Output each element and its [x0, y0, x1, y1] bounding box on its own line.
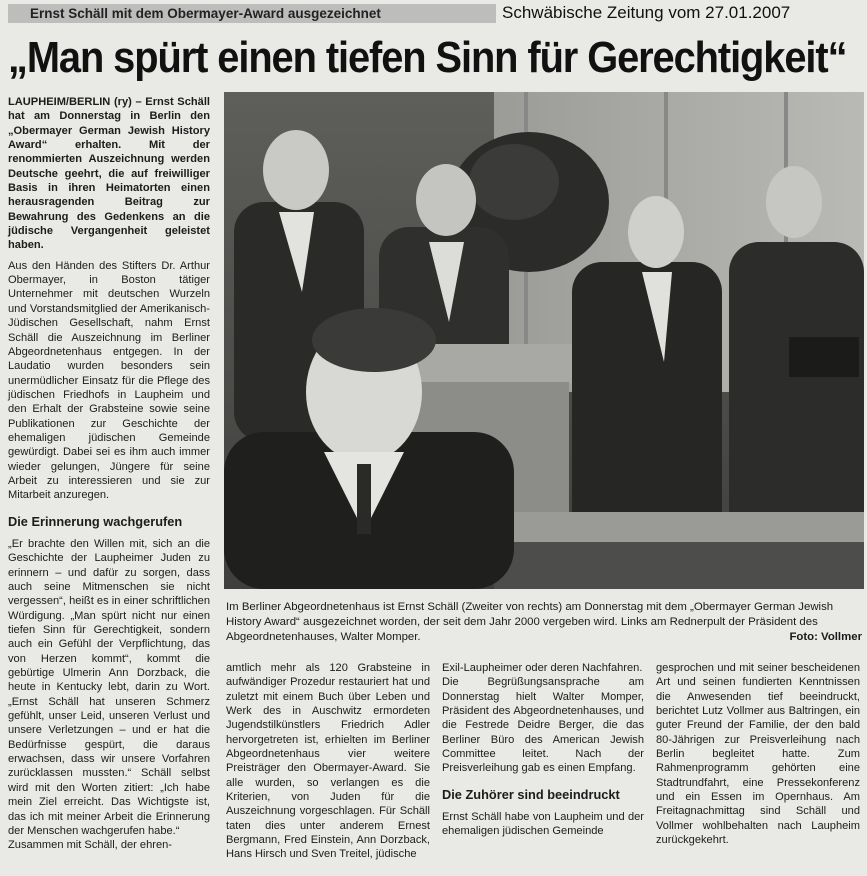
body-paragraph: Die Begrüßungsansprache am Donnerstag hielt Walter Momper, Präsident des Abgeordnetenhauses, und die Festrede Deidre Berger, die das Berliner Büro des American Jewish Committee leitet. Nach der Preisverleihung gab es einen Empfang. — [442, 676, 644, 775]
article-column-3 — [442, 661, 644, 839]
caption-text: Im Berliner Abgeordnetenhaus ist Ernst Schäll (Zweiter von rechts) am Donnerstag mit dem „Obermayer German Jewish History Award“ ausgezeichnet worden, der seit dem Jahr 2000 vergeben wird. Links am Rednerpult der Präsident des Abgeordnetenhauses, Walter Momper. — [226, 601, 834, 643]
headline: „Man spürt einen tiefen Sinn für Gerechtigkeit“ — [8, 33, 847, 82]
article-column-4 — [656, 661, 860, 847]
body-paragraph: „Er brachte den Willen mit, sich an die Geschichte der Laupheimer Juden zu erinnern – und dafür zu sorgen, dass auch seine Mitmenschen sie nicht vergessen“, heißt es in einer schriftlichen Würdigung. „Man spürt nicht nur einen tiefen Sinn für Gerechtigkeit, sondern auch ein Gefühl der Verpflichtung, das von Herzen kommt“, kommt die gebürtige Ulmerin Ann Dorzback, die heute in Kentucky lebt, darin zu Wort. „Ernst Schäll hat unseren Schmerz gefühlt, unser Leid, unseren Verlust und unsere Verletzungen – und er hat die Bedürfnisse gespürt, die daraus erwachsen, dass wir unsere Vorfahren zurücklassen mussten.“ Schäll selbst wird mit den Worten zitiert: „Ich habe mein Ziel erreicht. Das Wichtigste ist, das ich mit meiner Arbeit die Erinnerung der Menschen wachgerufen habe.“ — [8, 537, 210, 837]
article-column-1 — [8, 95, 210, 853]
source-line: Schwäbische Zeitung vom 27.01.2007 — [502, 3, 791, 22]
subheading: Die Zuhörer sind beeindruckt — [442, 786, 620, 802]
photo-image — [224, 92, 864, 589]
subheading: Die Erinnerung wachgerufen — [8, 513, 183, 529]
photo-caption — [226, 600, 862, 644]
body-paragraph: gesprochen und mit seiner bescheidenen Art und seinen fundierten Kenntnissen die Anwesenden tief beeindruckt, berichtet Lutz Vollmer aus Baltringen, ein guter Freund der Familie, der den bald 80-Jährigen zur Preisverleihung nach Berlin begleitet hatte. Zum Rahmenprogramm gehörten eine Stadtrundfahrt, eine Pressekonferenz und ein Essen im Opernhaus. Am Freitagnachmittag sind Schäll und Vollmer wohlbehalten nach Laupheim zurückgekehrt. — [656, 662, 860, 847]
body-paragraph: amtlich mehr als 120 Grabsteine in aufwändiger Prozedur restauriert hat und zuletzt mit einem Buch über Leben und Werk des in Auschwitz ermordeten Jugendstilkünstlers Friedrich Adler hervorgetreten ist, erhielten im Berliner Abgeordnetenhaus vier weitere Preisträger den Obermayer-Award. Sie alle wurden, so verlangen es die Kriterien, von Juden für die Auszeichnung vorgeschlagen. Für Schäll taten dies unter anderem Ernest Bergmann, Fred Einstein, Ann Dorzback, Hans Hirsch und Sven Treitel, jüdische — [226, 662, 430, 861]
body-paragraph: Aus den Händen des Stifters Dr. Arthur Obermayer, in Boston tätiger Unternehmer mit deutschen Wurzeln und Vorstandsmitglied der Amerikanisch-Jüdischen Gesellschaft, nahm Ernst Schäll die Auszeichnung im Berliner Abgeordnetenhaus entgegen. In der Laudatio wurden besonders sein unermüdlicher Einsatz für die Pflege des jüdischen Friedhofs in Laupheim und den Erhalt der Grabsteine sowie seine Publikationen zur Geschichte der ehemaligen jüdischen Gemeinde gewürdigt. Dabei sei es ihm auch immer wieder gelungen, Jüngere für seine Arbeit zu interessieren und sie zur Mitarbeit anzuregen. — [8, 259, 210, 502]
photo-credit: Foto: Vollmer — [789, 630, 862, 643]
body-paragraph: Zusammen mit Schäll, der ehren- — [8, 839, 173, 852]
article-column-2 — [226, 661, 430, 862]
kicker: Ernst Schäll mit dem Obermayer-Award ausgezeichnet — [30, 6, 381, 21]
lead-paragraph: LAUPHEIM/BERLIN (ry) – Ernst Schäll hat am Donnerstag in Berlin den „Obermayer German Jewish History Award“ erhalten. Mit der renommierten Auszeichnung werden Deutsche geehrt, die auf freiwilliger Basis in ihren Heimatorten einen herausragenden Beitrag zur Bewahrung des Gedenkens an die jüdische Vergangenheit geleistet haben. — [8, 96, 210, 252]
body-paragraph: Ernst Schäll habe von Laupheim und der ehemaligen jüdischen Gemeinde — [442, 811, 644, 838]
article-photo — [224, 92, 864, 589]
body-paragraph: Exil-Laupheimer oder deren Nachfahren. — [442, 662, 643, 674]
